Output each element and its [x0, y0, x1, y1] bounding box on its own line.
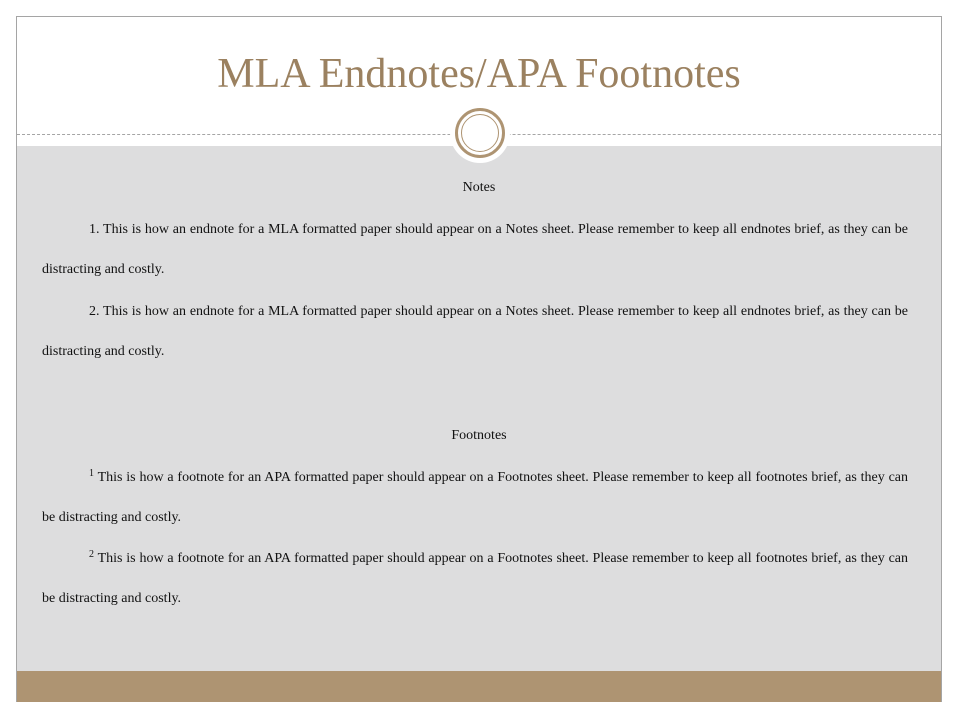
endnote-1: 1. This is how an endnote for a MLA formatted paper should appear on a Notes sheet. Please remember to keep all endnotes brief, as they can be distracting and costly. — [42, 222, 908, 277]
slide-title: MLA Endnotes/APA Footnotes — [217, 51, 741, 97]
footnote-marker: 1 — [89, 468, 94, 479]
footer-band — [17, 671, 941, 702]
footnote-2 — [42, 539, 908, 619]
notes-heading: Notes — [462, 180, 496, 195]
circle-core-icon — [461, 114, 499, 152]
footnotes-heading: Footnotes — [451, 428, 507, 443]
footnote-text: This is how a footnote for an APA formatted paper should appear on a Footnotes sheet. Please remember to keep all footnotes brief, as they can be distracting and costly. — [42, 470, 908, 525]
footnote-marker: 2 — [89, 549, 94, 560]
endnote-2: 2. This is how an endnote for a MLA formatted paper should appear on a Notes sheet. Please remember to keep all endnotes brief, as they can be distracting and costly. — [42, 304, 908, 359]
footnote-1 — [42, 458, 908, 538]
footnote-text: This is how a footnote for an APA formatted paper should appear on a Footnotes sheet. Please remember to keep all footnotes brief, as they can be distracting and costly. — [42, 551, 908, 606]
